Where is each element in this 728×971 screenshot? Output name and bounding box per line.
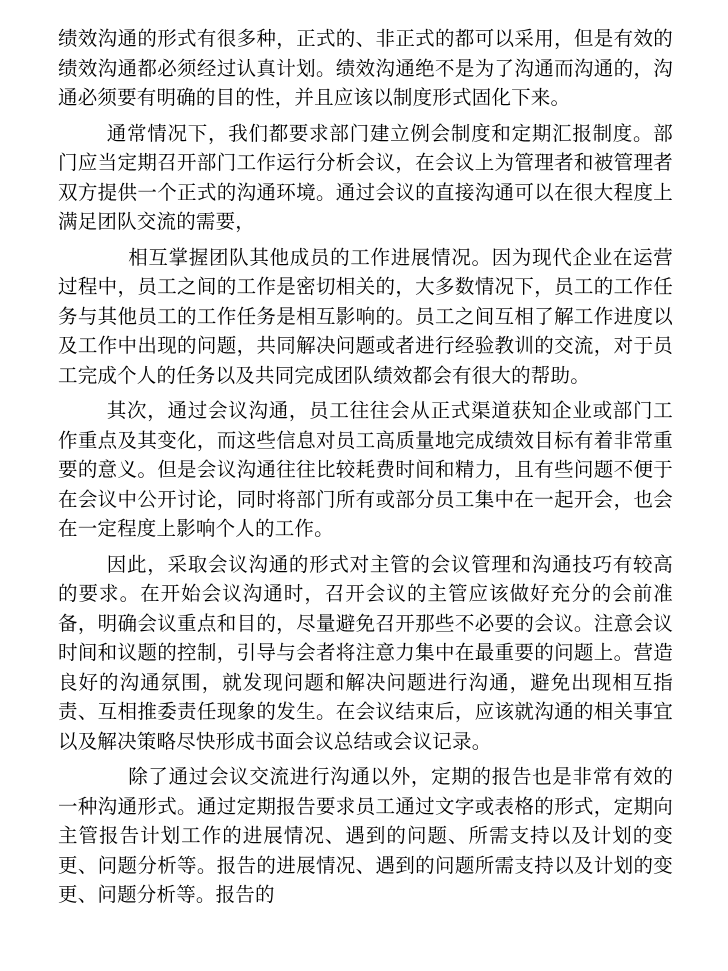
paragraph-1: 绩效沟通的形式有很多种，正式的、非正式的都可以采用，但是有效的绩效沟通都必须经过认真计划。绩效沟通绝不是为了沟通而沟通的，沟通必须要有明确的目的性，并且应该以制度形式固化下来。	[58, 27, 673, 109]
paragraph-3: 相互掌握团队其他成员的工作进展情况。因为现代企业在运营过程中，员工之间的工作是密切相关的，大多数情况下，员工的工作任务与其他员工的工作任务是相互影响的。员工之间互相了解工作进度以及工作中出现的问题，共同解决问题或者进行经验教训的交流，对于员工完成个人的任务以及共同完成团队绩效都会有很大的帮助。	[58, 245, 673, 387]
document-page	[58, 24, 673, 916]
paragraph-5: 因此，采取会议沟通的形式对主管的会议管理和沟通技巧有较高的要求。在开始会议沟通时，召开会议的主管应该做好充分的会前准备，明确会议重点和目的，尽量避免召开那些不必要的会议。注意会议时间和议题的控制，引导与会者将注意力集中在最重要的问题上。营造良好的沟通氛围，就发现问题和解决问题进行沟通，避免出现相互指责、互相推委责任现象的发生。在会议结束后，应该就沟通的相关事宜以及解决策略尽快形成书面会议总结或会议记录。	[58, 552, 673, 753]
paragraph-2: 通常情况下，我们都要求部门建立例会制度和定期汇报制度。部门应当定期召开部门工作运行分析会议，在会议上为管理者和被管理者双方提供一个正式的沟通环境。通过会议的直接沟通可以在很大程度上满足团队交流的需要，	[58, 121, 673, 233]
paragraph-4: 其次，通过会议沟通，员工往往会从正式渠道获知企业或部门工作重点及其变化，而这些信息对员工高质量地完成绩效目标有着非常重要的意义。但是会议沟通往往比较耗费时间和精力，且有些问题不便于在会议中公开讨论，同时将部门所有或部分员工集中在一起开会，也会在一定程度上影响个人的工作。	[58, 399, 673, 540]
paragraph-6: 除了通过会议交流进行沟通以外，定期的报告也是非常有效的一种沟通形式。通过定期报告要求员工通过文字或表格的形式，定期向主管报告计划工作的进展情况、遇到的问题、所需支持以及计划的变更、问题分析等。报告的进展情况、遇到的问题所需支持以及计划的变更、问题分析等。报告的	[58, 765, 673, 906]
